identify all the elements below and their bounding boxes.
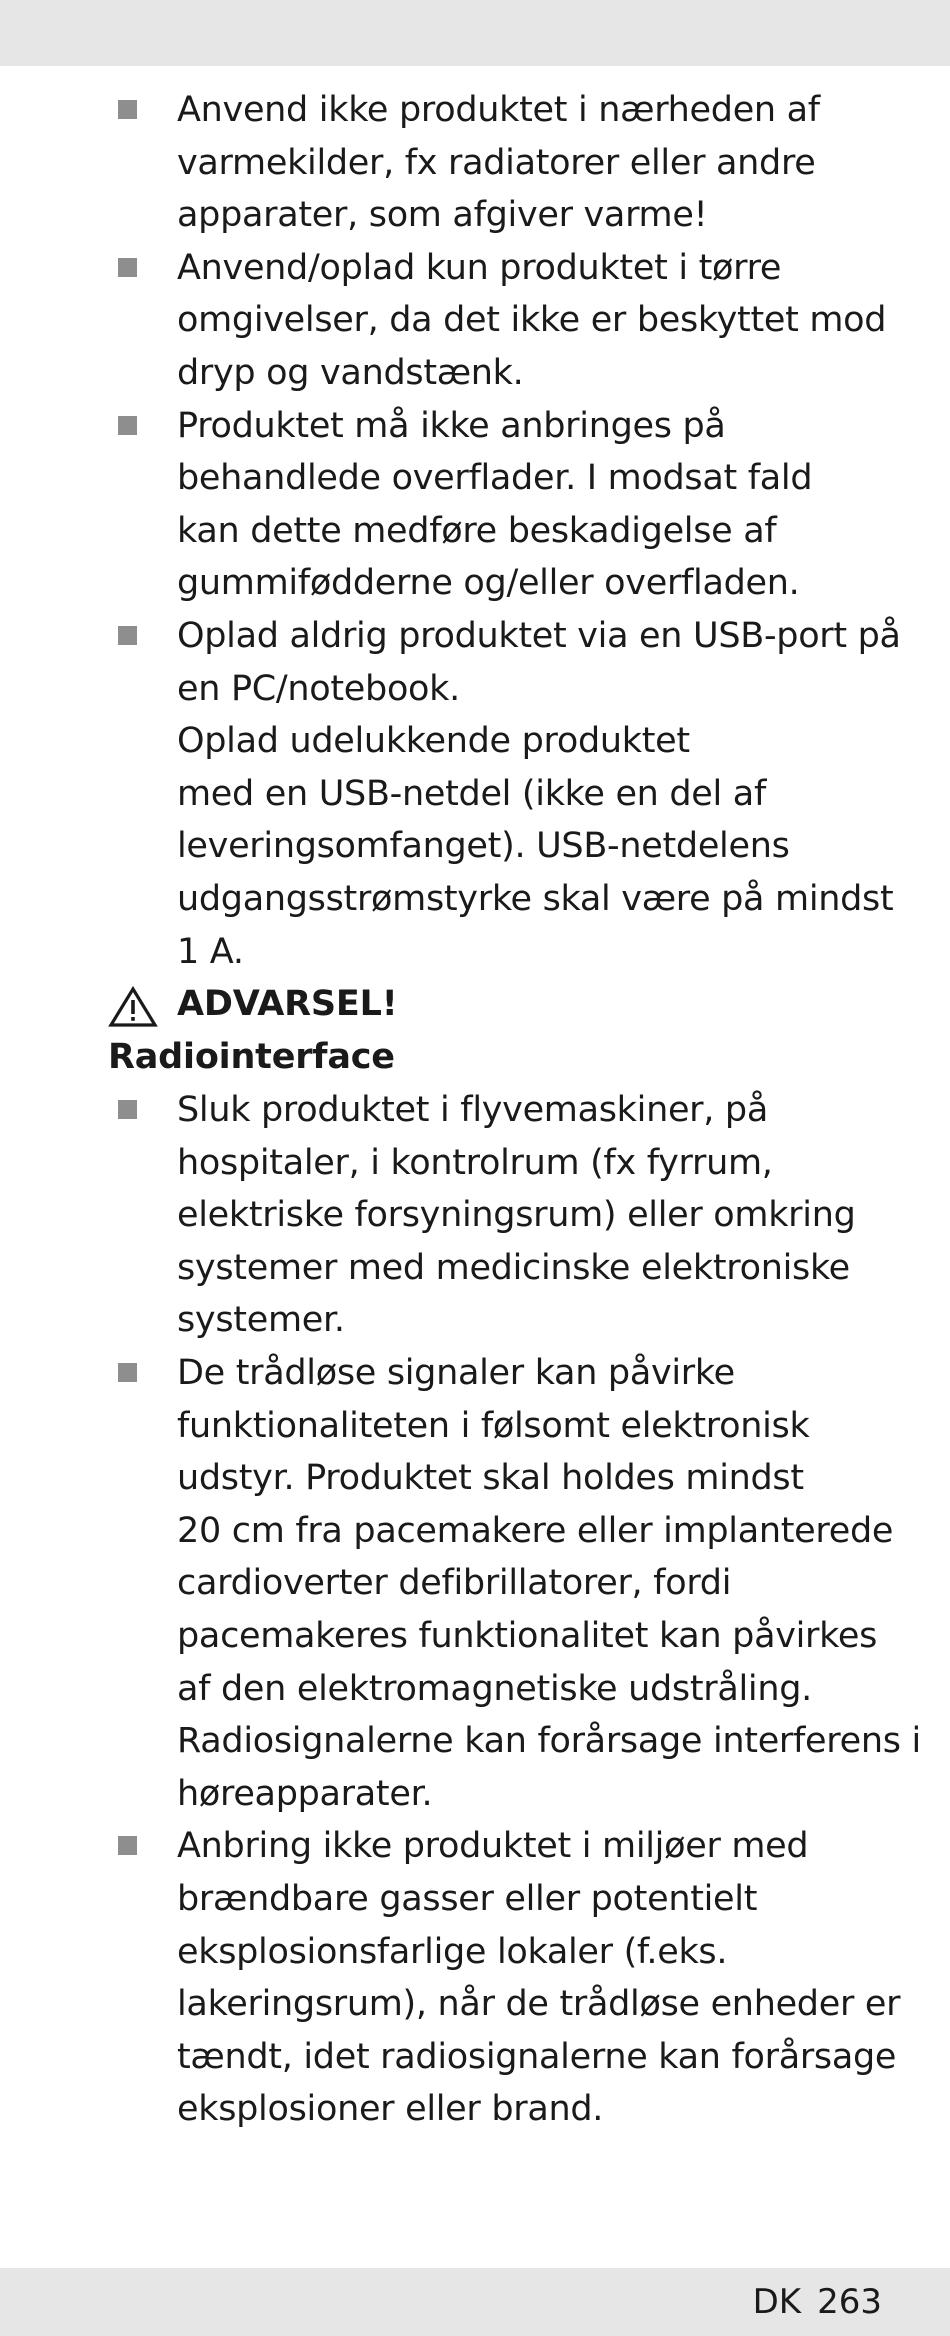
item-line: af den elektromagnetiske udstråling. xyxy=(177,1668,812,1709)
list-item xyxy=(108,1820,901,2136)
item-line: høreapparater. xyxy=(177,1773,433,1814)
item-line: 1 A. xyxy=(177,931,244,972)
item-line: en PC/notebook. xyxy=(177,668,460,709)
item-line: systemer. xyxy=(177,1300,345,1341)
item-line: tændt, idet radiosignalerne kan forårsage xyxy=(177,2036,897,2077)
item-line: omgivelser, da det ikke er beskyttet mod xyxy=(177,300,887,341)
item-line: lakeringsrum), når de trådløse enheder er xyxy=(177,1984,901,2025)
item-line: apparater, som afgiver varme! xyxy=(177,195,708,236)
list-item xyxy=(108,242,898,400)
warning-label: ADVARSEL! xyxy=(177,984,398,1025)
page-number: 263 xyxy=(817,2282,882,2322)
warning-triangle-icon xyxy=(108,986,158,1028)
header-band xyxy=(0,0,950,66)
manual-page-content xyxy=(108,84,921,2136)
item-line: De trådløse signaler kan påvirke xyxy=(177,1353,735,1394)
item-line: systemer med medicinske elektroniske xyxy=(177,1247,850,1288)
list-item xyxy=(108,84,898,242)
list-item xyxy=(108,1084,898,1347)
square-bullet-icon xyxy=(118,258,137,277)
item-line: kan dette medføre beskadigelse af xyxy=(177,510,777,551)
item-line: Radiosignalerne kan forårsage interferens i xyxy=(177,1721,921,1762)
item-line: udgangsstrømstyrke skal være på mindst xyxy=(177,878,894,919)
item-line: behandlede overflader. I modsat fald xyxy=(177,458,813,499)
item-line: eksplosionsfarlige lokaler (f.eks. xyxy=(177,1931,728,1972)
square-bullet-icon xyxy=(118,626,137,645)
item-line: Sluk produktet i flyvemaskiner, på xyxy=(177,1090,768,1131)
item-line: varmekilder, fx radiatorer eller andre xyxy=(177,142,816,183)
list-item xyxy=(108,400,898,610)
item-line: udstyr. Produktet skal holdes mindst xyxy=(177,1458,804,1499)
square-bullet-icon xyxy=(118,1363,137,1382)
item-line: Anvend/oplad kun produktet i tørre xyxy=(177,247,782,288)
item-line: elektriske forsyningsrum) eller omkring xyxy=(177,1195,856,1236)
item-line: 20 cm fra pacemakere eller implanterede xyxy=(177,1510,894,1551)
item-line: cardioverter defibrillatorer, fordi xyxy=(177,1563,732,1604)
language-code: DK xyxy=(752,2282,802,2322)
item-line: Oplad aldrig produktet via en USB-port på xyxy=(177,615,901,656)
section-heading: Radiointerface xyxy=(108,1037,395,1078)
warning-heading xyxy=(108,978,898,1031)
item-line: hospitaler, i kontrolrum (fx fyrrum, xyxy=(177,1142,773,1183)
square-bullet-icon xyxy=(118,416,137,435)
item-line: funktionaliteten i følsomt elektronisk xyxy=(177,1405,810,1446)
item-line: pacemakeres funktionalitet kan påvirkes xyxy=(177,1616,878,1657)
square-bullet-icon xyxy=(118,1100,137,1119)
square-bullet-icon xyxy=(118,1836,137,1855)
item-line: dryp og vandstænk. xyxy=(177,352,524,393)
item-line: brændbare gasser eller potentielt xyxy=(177,1879,758,1919)
item-line: leveringsomfanget). USB-netdelens xyxy=(177,826,790,867)
square-bullet-icon xyxy=(118,100,137,119)
radio-safety-list xyxy=(108,1084,921,2136)
item-line: Anvend ikke produktet i nærheden af xyxy=(177,90,820,130)
item-line: Anbring ikke produktet i miljøer med xyxy=(177,1826,809,1867)
item-line: Produktet må ikke anbringes på xyxy=(177,405,726,446)
page-footer xyxy=(753,2278,882,2326)
safety-list xyxy=(108,84,901,978)
item-line: gummifødderne og/eller overfladen. xyxy=(177,563,800,604)
item-line: Oplad udelukkende produktet xyxy=(177,721,690,762)
list-item xyxy=(108,610,901,978)
list-item xyxy=(108,1347,921,1820)
item-line: eksplosioner eller brand. xyxy=(177,2089,604,2130)
item-line: med en USB-netdel (ikke en del af xyxy=(177,773,766,814)
